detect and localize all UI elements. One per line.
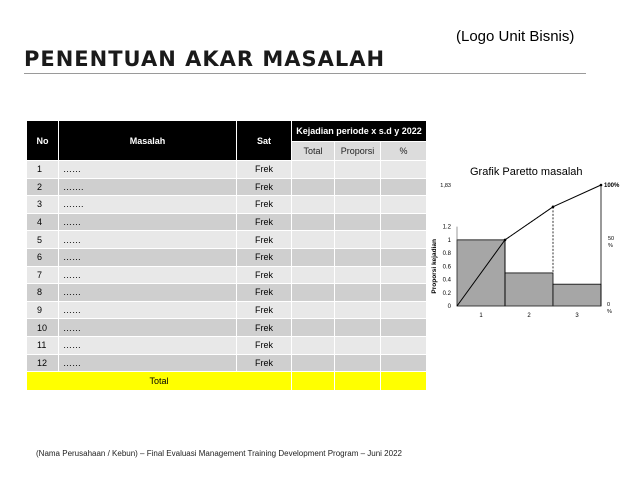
cell-masalah: …… — [59, 161, 237, 179]
cell-sat: Frek — [237, 336, 292, 354]
cell-sat: Frek — [237, 354, 292, 372]
header-sat: Sat — [237, 121, 292, 161]
header-persen: % — [381, 142, 427, 161]
cell-no: 8 — [27, 284, 59, 302]
cell-total — [292, 248, 335, 266]
cell-total — [292, 301, 335, 319]
pareto-chart — [420, 178, 620, 328]
y-tick-label: 0.4 — [442, 277, 451, 284]
x-tick-label: 2 — [527, 313, 531, 319]
cell-persen — [381, 354, 427, 372]
header-proporsi: Proporsi — [335, 142, 381, 161]
right-label-middle: 50 — [608, 236, 615, 242]
chart-title: Grafik Paretto masalah — [470, 166, 583, 178]
cell-sat: Frek — [237, 213, 292, 231]
cell-no: 7 — [27, 266, 59, 284]
y-tick-label: 0.6 — [442, 264, 451, 271]
cell-masalah: …… — [59, 284, 237, 302]
header-no: No — [27, 121, 59, 161]
header-total: Total — [292, 142, 335, 161]
cumulative-point — [600, 184, 603, 187]
cell-total — [292, 354, 335, 372]
total-cell — [381, 372, 427, 391]
header-kejadian: Kejadian periode x s.d y 2022 — [292, 121, 427, 142]
table-row — [27, 196, 427, 214]
page-title: PENENTUAN AKAR MASALAH — [24, 47, 386, 71]
footer-text: (Nama Perusahaan / Kebun) – Final Evaluasi Management Training Development Program – Juni 2022 — [36, 449, 402, 458]
table-row — [27, 336, 427, 354]
cell-no: 3 — [27, 196, 59, 214]
cell-masalah: ……. — [59, 196, 237, 214]
cell-total — [292, 231, 335, 249]
total-cell — [292, 372, 335, 391]
cell-no: 10 — [27, 319, 59, 337]
table-row — [27, 248, 427, 266]
cell-masalah: ……. — [59, 178, 237, 196]
cell-total — [292, 266, 335, 284]
cell-total — [292, 178, 335, 196]
cell-proporsi — [335, 354, 381, 372]
bar — [553, 284, 601, 306]
problem-table — [26, 120, 427, 391]
title-divider — [24, 73, 586, 74]
cell-persen — [381, 336, 427, 354]
cell-masalah: …… — [59, 213, 237, 231]
table-row — [27, 301, 427, 319]
cell-proporsi — [335, 336, 381, 354]
cell-total — [292, 161, 335, 179]
cell-total — [292, 336, 335, 354]
cell-no: 1 — [27, 161, 59, 179]
cell-no: 5 — [27, 231, 59, 249]
x-tick-label: 3 — [575, 313, 579, 319]
y-axis-title: Proporsi kejadian — [431, 239, 438, 294]
cell-masalah: …… — [59, 231, 237, 249]
table-row — [27, 284, 427, 302]
right-label-bottom-unit: % — [607, 309, 612, 315]
total-row — [27, 372, 427, 391]
table-row — [27, 266, 427, 284]
table-row — [27, 354, 427, 372]
cell-sat: Frek — [237, 161, 292, 179]
table-row — [27, 178, 427, 196]
y-tick-label: 0.2 — [442, 290, 451, 297]
header-masalah: Masalah — [59, 121, 237, 161]
logo-placeholder: (Logo Unit Bisnis) — [456, 28, 575, 45]
cell-no: 11 — [27, 336, 59, 354]
guide-dashed-line — [505, 207, 553, 240]
cell-masalah: …… — [59, 336, 237, 354]
cell-proporsi — [335, 231, 381, 249]
cell-total — [292, 196, 335, 214]
table-row — [27, 213, 427, 231]
cell-proporsi — [335, 284, 381, 302]
cell-proporsi — [335, 161, 381, 179]
table-row — [27, 161, 427, 179]
cell-masalah: …… — [59, 301, 237, 319]
cell-sat: Frek — [237, 266, 292, 284]
cell-proporsi — [335, 196, 381, 214]
total-label: Total — [27, 372, 292, 391]
y-tick-label: 0.8 — [442, 251, 451, 258]
bar — [505, 273, 553, 306]
cell-no: 12 — [27, 354, 59, 372]
right-label-bottom: 0 — [607, 302, 611, 308]
y-tick-label: 1 — [447, 237, 451, 244]
cell-proporsi — [335, 266, 381, 284]
cell-sat: Frek — [237, 284, 292, 302]
x-tick-label: 1 — [479, 313, 483, 319]
cell-proporsi — [335, 248, 381, 266]
y-top-label: 1,83 — [440, 183, 451, 189]
cell-masalah: …… — [59, 354, 237, 372]
right-label-middle-unit: % — [608, 243, 613, 249]
cell-sat: Frek — [237, 231, 292, 249]
cell-no: 6 — [27, 248, 59, 266]
cell-masalah: …… — [59, 248, 237, 266]
cell-proporsi — [335, 213, 381, 231]
y-tick-label: 0 — [447, 304, 451, 310]
cell-total — [292, 284, 335, 302]
cell-proporsi — [335, 301, 381, 319]
table-row — [27, 231, 427, 249]
cell-sat: Frek — [237, 301, 292, 319]
cell-persen — [381, 161, 427, 179]
cell-proporsi — [335, 319, 381, 337]
cell-total — [292, 319, 335, 337]
cell-no: 9 — [27, 301, 59, 319]
cell-total — [292, 213, 335, 231]
cell-masalah: …… — [59, 266, 237, 284]
cell-sat: Frek — [237, 196, 292, 214]
cell-proporsi — [335, 178, 381, 196]
cell-no: 2 — [27, 178, 59, 196]
cell-masalah: …… — [59, 319, 237, 337]
y-tick-label: 1.2 — [442, 224, 451, 231]
table-row — [27, 319, 427, 337]
cell-sat: Frek — [237, 248, 292, 266]
cell-no: 4 — [27, 213, 59, 231]
right-label-top: 100% — [604, 183, 620, 189]
cell-sat: Frek — [237, 319, 292, 337]
cell-sat: Frek — [237, 178, 292, 196]
total-cell — [335, 372, 381, 391]
